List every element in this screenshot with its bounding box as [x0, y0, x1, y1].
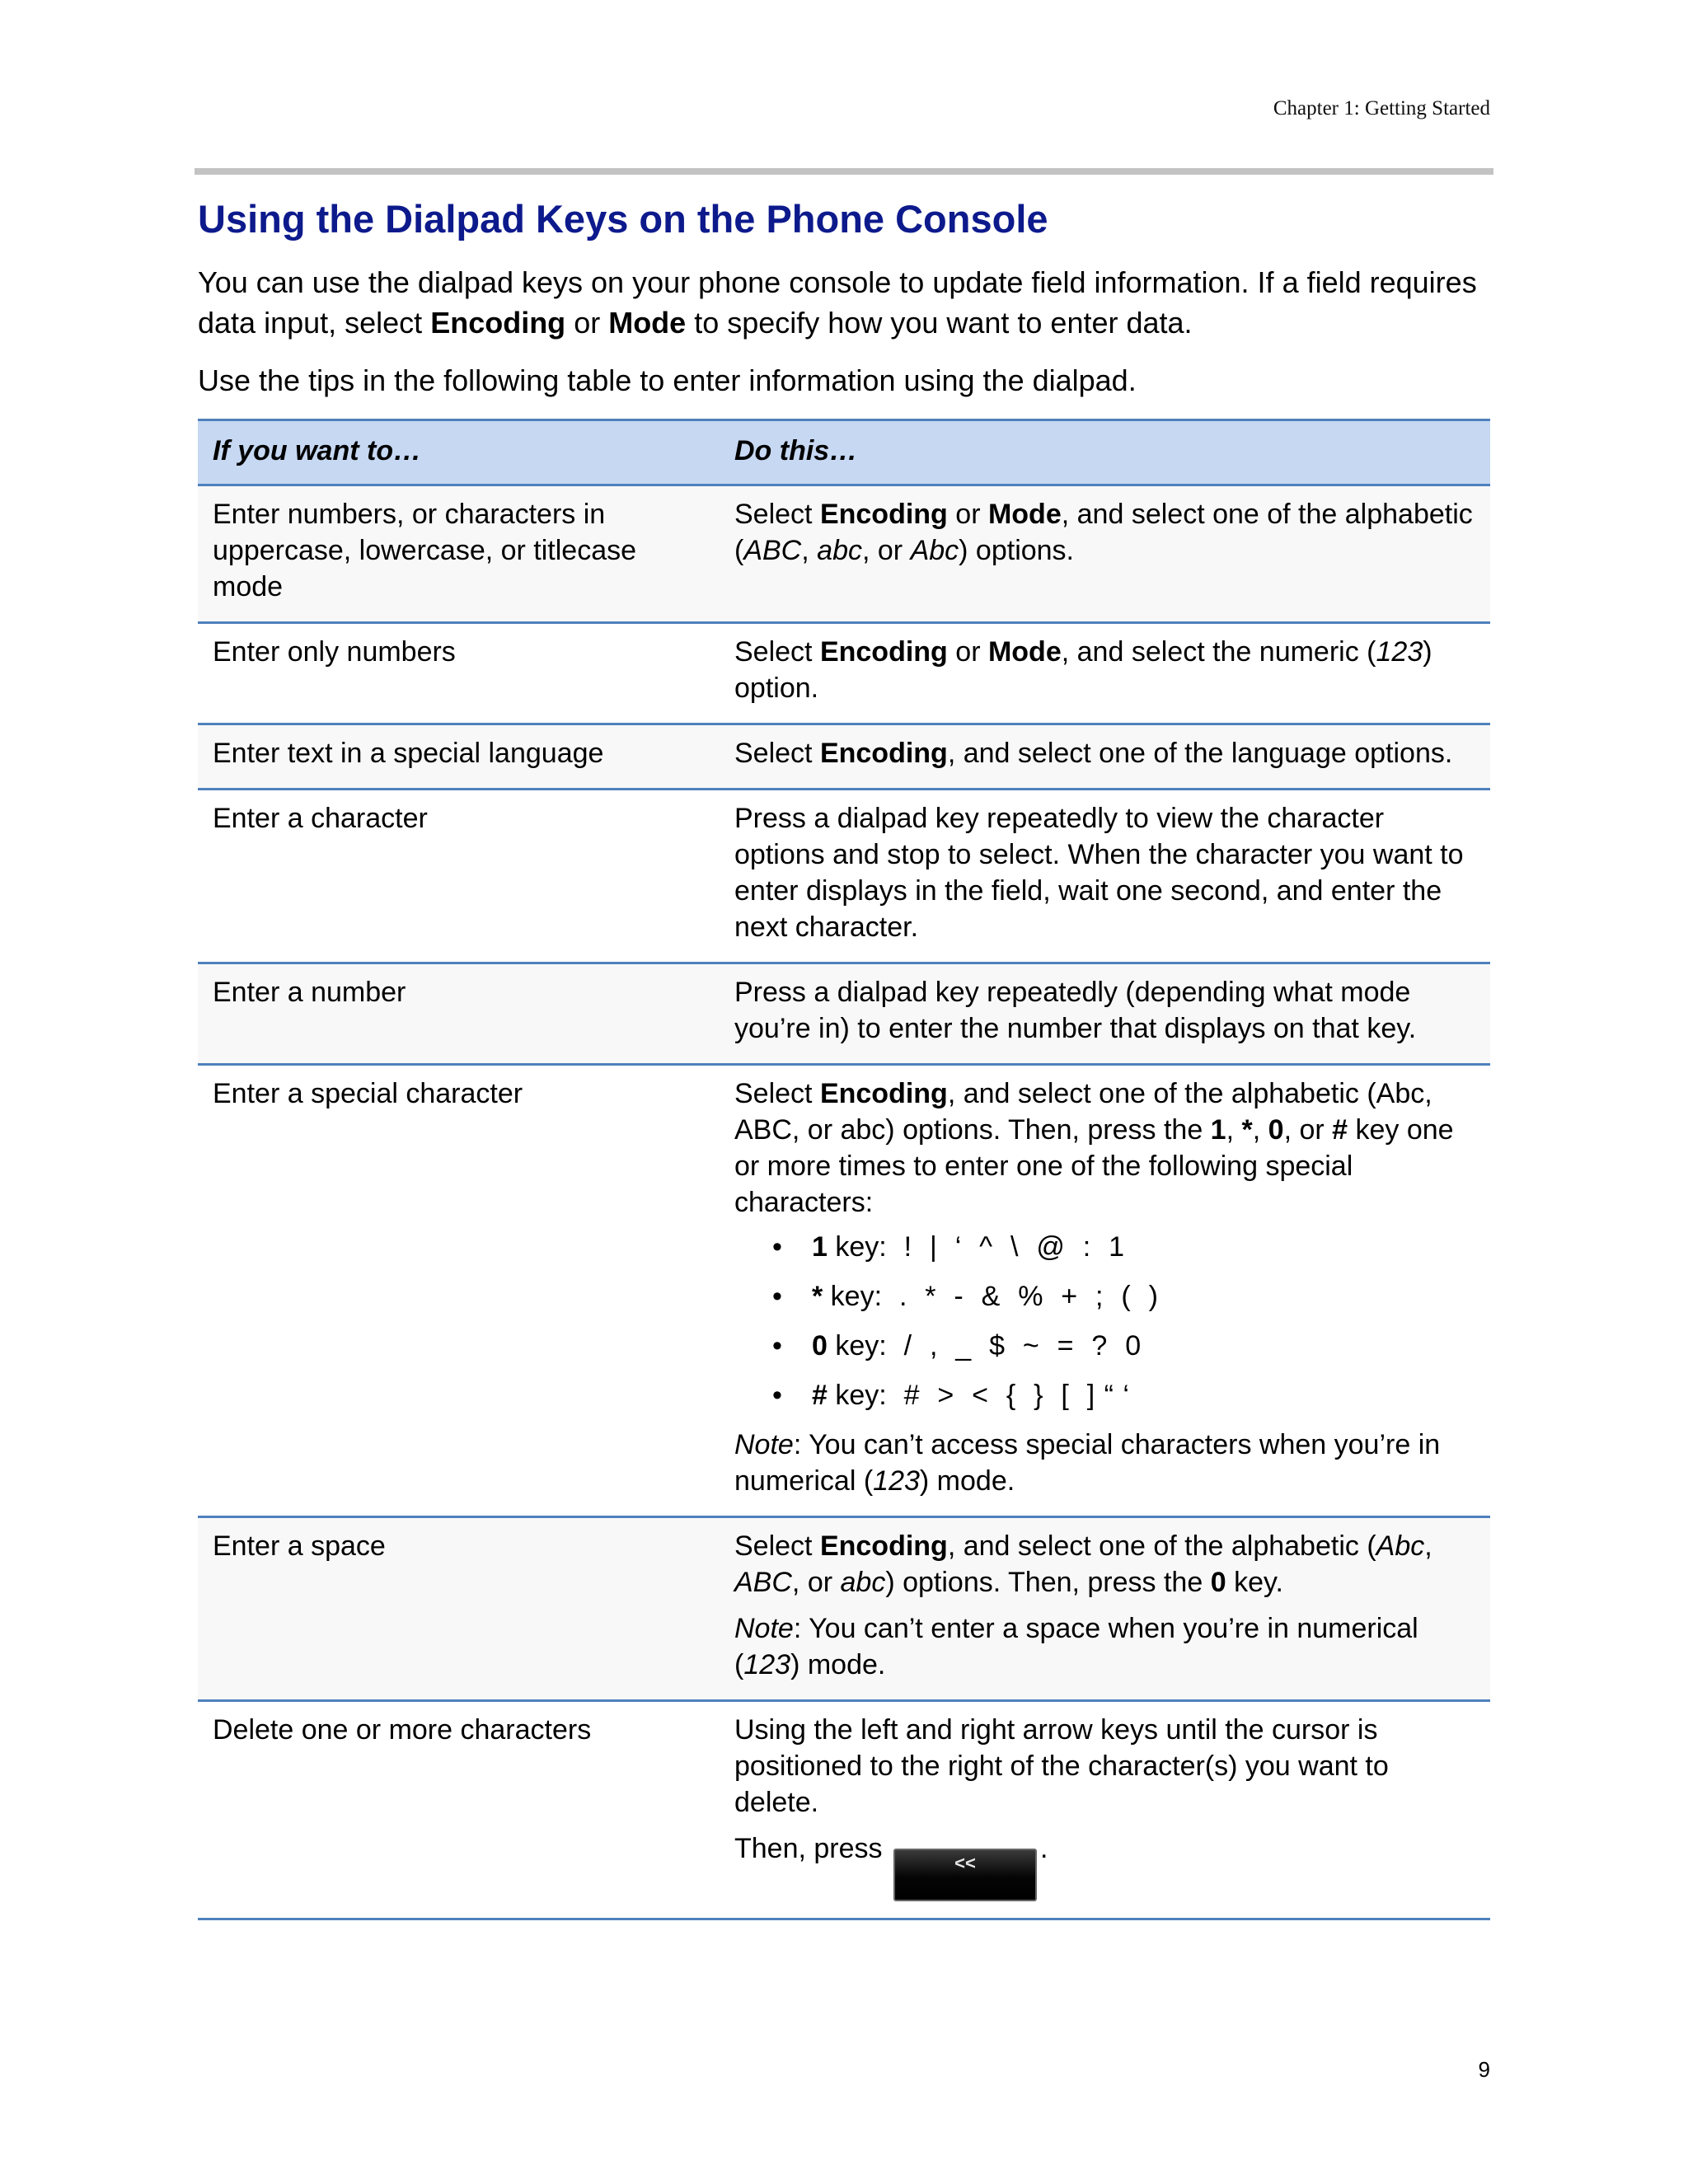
table-row: [198, 485, 1490, 623]
do-cell: Select Encoding, and select one of the language options.: [720, 724, 1490, 790]
special-characters-list: [734, 1229, 1475, 1413]
do-cell: Using the left and right arrow keys until the cursor is positioned to the right of the character(s) you want to delete. Then, press << .: [720, 1701, 1490, 1919]
list-item: • 0 key: / , _ $ ~ = ? 0: [734, 1328, 1475, 1364]
section-title: Using the Dialpad Keys on the Phone Console: [198, 197, 1048, 241]
intro-paragraph-2: Use the tips in the following table to enter information using the dialpad.: [198, 363, 1137, 397]
page-number: 9: [1478, 2057, 1490, 2082]
list-item: • # key: # > < { } [ ] “ ‘: [734, 1377, 1475, 1413]
table-row: [198, 790, 1490, 963]
table-header-row: [198, 420, 1490, 485]
column-header-want: If you want to…: [198, 420, 720, 485]
running-header: Chapter 1: Getting Started: [1273, 97, 1490, 120]
want-cell: Enter a character: [198, 790, 720, 963]
want-cell: Enter numbers, or characters in uppercase, lowercase, or titlecase mode: [198, 485, 720, 623]
intro-paragraph: You can use the dialpad keys on your phone console to update field information. If a field requires data input, select Encoding or Mode to specify how you want to enter data.: [198, 265, 1477, 340]
want-cell: Enter a special character: [198, 1065, 720, 1517]
table-row: [198, 1701, 1490, 1919]
list-item: • 1 key: ! | ‘ ^ \ @ : 1: [734, 1229, 1475, 1265]
want-cell: Delete one or more characters: [198, 1701, 720, 1919]
table-row: [198, 724, 1490, 790]
do-cell: Press a dialpad key repeatedly to view the character options and stop to select. When the character you want to enter displays in the field, wait one second, and enter the next character.: [720, 790, 1490, 963]
do-cell: Select Encoding or Mode, and select one of the alphabetic (ABC, abc, or Abc) options.: [720, 485, 1490, 623]
table-row: [198, 963, 1490, 1065]
do-cell: Select Encoding, and select one of the alphabetic (Abc, ABC, or abc) options. Then, press the 0 key. Note: You can’t enter a space when you’re in numerical (123) mode.: [720, 1517, 1490, 1701]
note: Note: You can’t access special characters when you’re in numerical (123) mode.: [734, 1429, 1441, 1497]
dialpad-tips-table: [198, 419, 1490, 1920]
do-cell: Press a dialpad key repeatedly (depending what mode you’re in) to enter the number that displays on that key.: [720, 963, 1490, 1065]
list-item: • * key: . * - & % + ; ( ): [734, 1278, 1475, 1315]
want-cell: Enter text in a special language: [198, 724, 720, 790]
table-row: [198, 623, 1490, 724]
note: Note: You can’t enter a space when you’re in numerical (123) mode.: [734, 1613, 1418, 1680]
want-cell: Enter a number: [198, 963, 720, 1065]
table-row: [198, 1517, 1490, 1701]
want-cell: Enter only numbers: [198, 623, 720, 724]
do-cell: Select Encoding, and select one of the alphabetic (Abc, ABC, or abc) options. Then, press the 1, *, 0, or # key one or more times to enter one of the following special characters: • 1 key: ! | ‘ ^ \ @ : 1 • * key: . * - & % + ; ( ) • 0 key: / , _ $ ~ = ? 0 • # key: # > < { } [ ] “ ‘ Note: You can’t access special characters when you’re in numerical (123) mode.: [720, 1065, 1490, 1517]
do-cell: Select Encoding or Mode, and select the numeric (123) option.: [720, 623, 1490, 724]
backspace-key-image: <<: [893, 1849, 1037, 1901]
header-rule: [195, 168, 1493, 175]
table-row: [198, 1065, 1490, 1517]
column-header-do: Do this…: [720, 420, 1490, 485]
want-cell: Enter a space: [198, 1517, 720, 1701]
